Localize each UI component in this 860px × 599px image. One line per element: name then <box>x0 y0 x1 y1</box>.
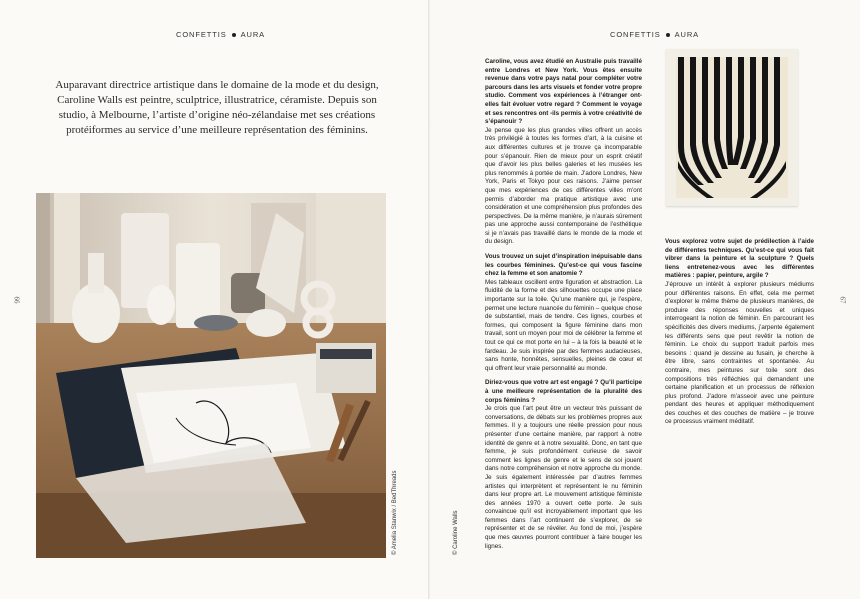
article-column-1 <box>485 58 642 551</box>
running-header-right: CONFETTIS AURA <box>610 30 700 39</box>
intro-paragraph: Auparavant directrice artistique dans le domaine de la mode et du design, Caroline Walls est peintre, sculptrice, illustratrice, céramiste. Depuis son studio, à Melbourne, l’artiste d’origine néo-zélandaise met ses créations protéiformes au service d’une meilleure représentation des féminins. <box>55 79 379 136</box>
answer-1: Je pense que les plus grandes villes offrent un accès très privilégié à toutes les formes d’art, à la cuisine et aux différentes cultures et je trouve ça incomparable pour s’épanouir. Rien de mieux pour un esprit créatif que d’avoir les plus belles galeries et les musées les plus renommés à portée de main. J’adore Londres, New York, Paris et Tokyo pour ces raisons. J’aime penser que mes expériences de ces différentes villes m’ont permis d’aborder ma pratique artistique avec une considération et une compréhension plus profondes des perspectives. De la même manière, je n’aurais sûrement pas une approche aussi contemporaine de l’esthétique si je n’avais pas travaillé dans le monde de la mode et du design. <box>485 126 642 246</box>
photo-credit: © Amelia Stanwix / BedThreads <box>392 470 398 555</box>
answer-3: Je crois que l’art peut être un vecteur très puissant de conversations, de débats sur les problèmes propres aux femmes. Il y a toujours une réelle pression pour nous présenter d’une certaine manière, par rapport à notre identité de genre et à notre sexualité. Donc, en tant que femme, je suis profondément curieuse de savoir comment les lignes de genre et le sens de soi jouent dans notre compréhension et notre approche du monde. Je suis également intéressée par d’autres femmes artistes qui interprètent et représentent le nu féminin dans leur propre art. Le mouvement artistique féministe des années 1970 a ouvert cette porte. Je suis convaincue qu’il est incroyablement important que les femmes dans l’art continuent de s’explorer, de se représenter et de se révéler. Au fond de moi, j’espère que mes œuvres pourront contribuer à faire bouger les lignes. <box>485 405 642 550</box>
page-number-right: 67 <box>838 296 847 304</box>
answer-2: Mes tableaux oscillent entre figuration et abstraction. La fluidité de la forme et des silhouettes occupe une place importante sur la toile. Qu’une manière qui, je l’espère, permet une lecture nuancée du féminin – quelque chose de substantiel, mais de tendre. Ces lignes, courbes et formes, qui composent la figure féminine dans mon travail, sont un moyen pour moi de célébrer la femme et tout ce qui ce mot porte en lui – à la fois la beauté et le fardeau. Je suis inspirée par des femmes audacieuses, sans honte, honnêtes, sensuelles, pleines de cœur et qui offrent leur vraie personnalité au monde. <box>485 278 642 372</box>
studio-photo-illustration <box>36 193 386 558</box>
question-1: Caroline, vous avez étudié en Australie puis travaillé entre Londres et New York. Vous êtes ensuite revenue dans votre pays natal pour compléter votre parcours dans les arts visuels et fonder votre propre studio. Comment vos expériences à l’étranger ont-elles fait évoluer votre regard ? Comment le voyage et ses rencontres ont -ils permis à votre créativité de s’épanouir ? <box>485 58 642 126</box>
running-header-left: CONFETTIS AURA <box>176 30 266 39</box>
artwork-image <box>666 49 798 206</box>
bullet-dot <box>666 33 670 37</box>
article-column-2 <box>665 238 814 427</box>
page-number-left: 66 <box>12 296 21 304</box>
studio-photo <box>36 193 386 558</box>
question-3: Diriez-vous que votre art est engagé ? Qu’il participe à une meilleure représentation de la pluralité des corps féminins ? <box>485 379 642 404</box>
striped-painting <box>666 49 798 206</box>
answer-4: J’éprouve un intérêt à explorer plusieurs médiums pour différentes raisons. En effet, cela me permet d’explorer le même thème de plusieurs manières, de produire des réponses nouvelles et uniques interrogeant la notion de féminin. En parcourant les spécificités des divers mediums, j’arpente également les différents sens que peut revêtir la notion de féminin. Le choix du support traduit parfois mes besoins : quand je dessine au fusain, je cherche à être libre, sans contraintes et spontanée. Au contraire, mes peintures sur toile sont des compositions très réfléchies qui demandent une certaine planification et un processus de réflexion plus profond. J’adore m’asseoir avec une peinture pendant des heures et appliquer méthodiquement des couches et des couches de matière – je trouve ce processus vraiment méditatif. <box>665 280 814 426</box>
question-2: Vous trouvez un sujet d’inspiration inépuisable dans les courbes féminines. Qu’est-ce qui vous fascine chez la femme et son anatomie ? <box>485 253 642 278</box>
question-4: Vous explorez votre sujet de prédilection à l’aide de différentes techniques. Qu’est-ce qui vous fait vibrer dans la peinture et la sculpture ? Quels liens entretenez-vous avec les différentes matières : papier, peinture, argile ? <box>665 238 814 280</box>
right-page <box>430 0 860 599</box>
artwork-credit: © Caroline Walls <box>453 510 459 555</box>
bullet-dot <box>232 33 236 37</box>
